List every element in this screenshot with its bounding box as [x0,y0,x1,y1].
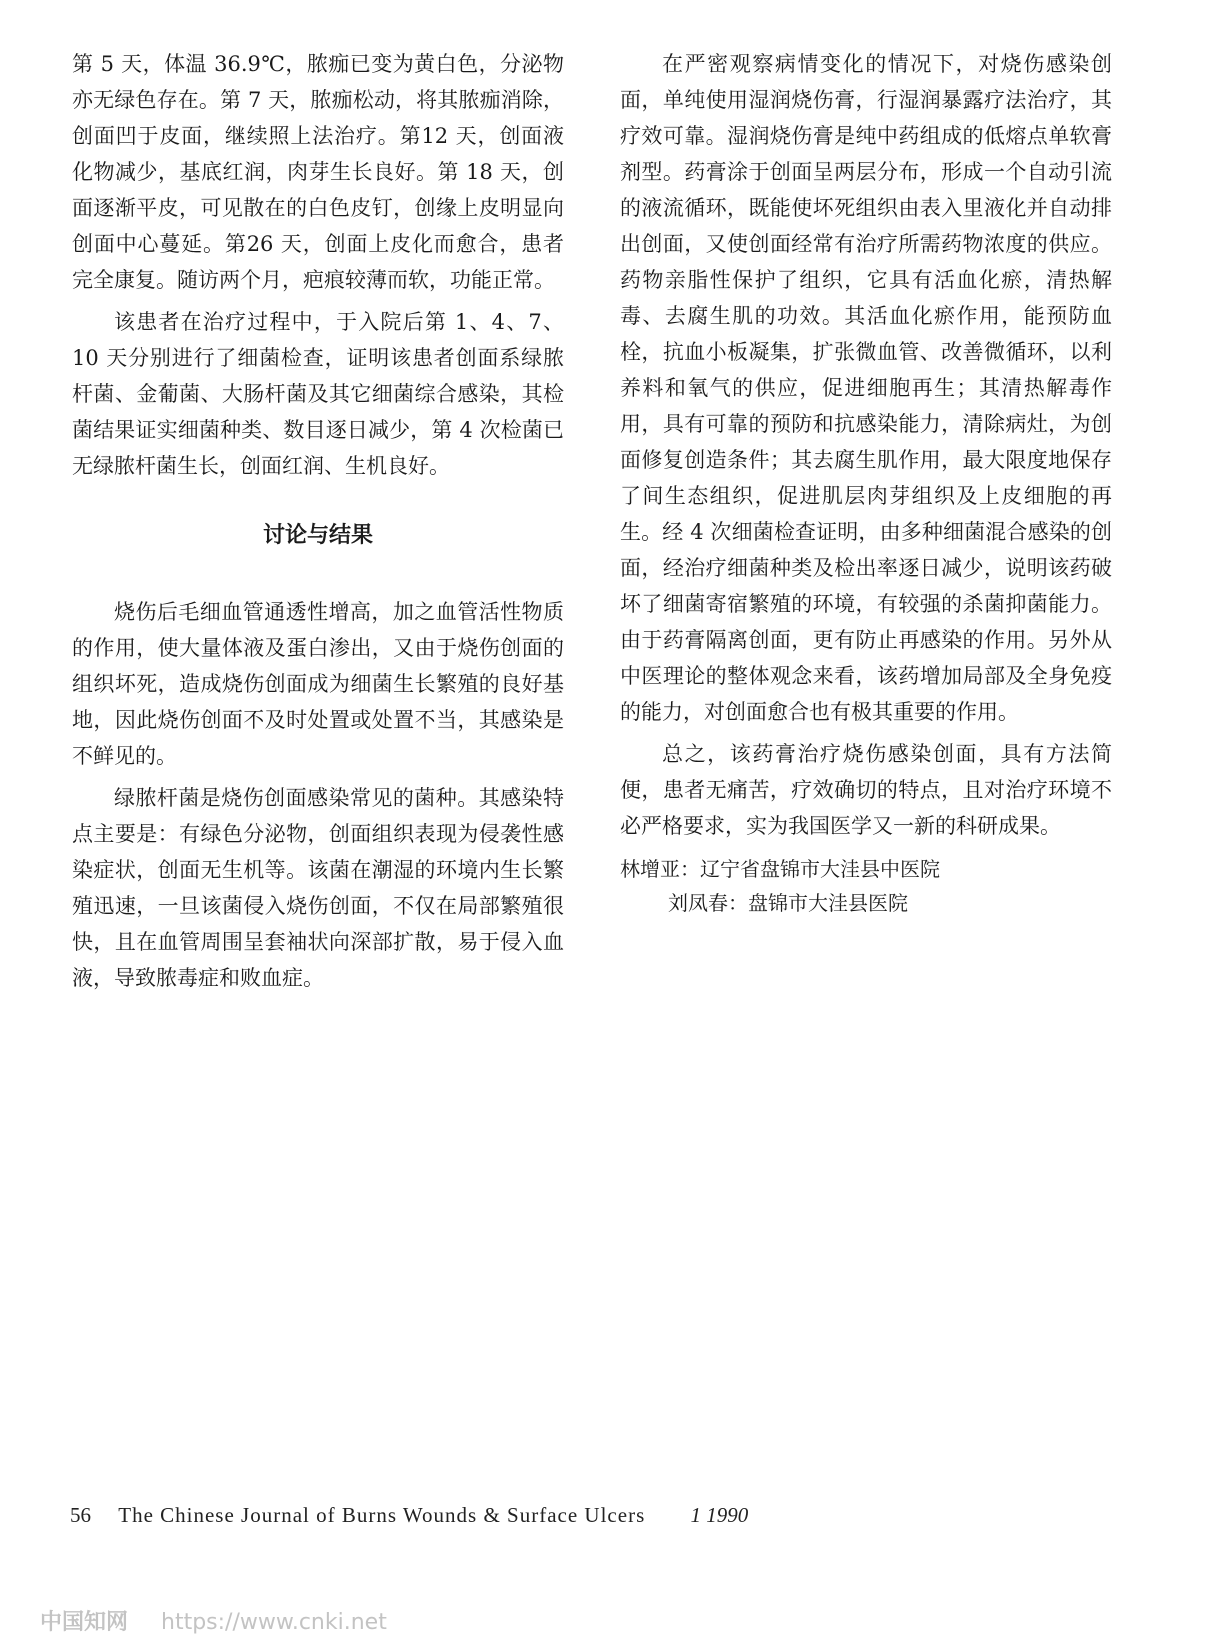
journal-issue: 1 1990 [690,1503,749,1527]
left-column [72,46,564,996]
author-affiliations [620,852,1112,920]
watermark-name: 中国知网 [40,1610,129,1635]
case-paragraph-1: 第 5 天，体温 36.9℃，脓痂已变为黄白色，分泌物亦无绿色存在。第 7 天，脓痂松动，将其脓痂消除，创面凹于皮面，继续照上法治疗。第12 天，创面液化物减少，基底红润，肉芽生长良好。第 18 天，创面逐渐平皮，可见散在的白色皮钉，创缘上皮明显向创面中心蔓延。第26 天，创面上皮化而愈合，患者完全康复。随访两个月，疤痕较薄而软，功能正常。 [72,52,564,292]
discussion-paragraph-2: 绿脓杆菌是烧伤创面感染常见的菌种。其感染特点主要是：有绿色分泌物，创面组织表现为侵袭性感染症状，创面无生机等。该菌在潮湿的环境内生长繁殖迅速，一旦该菌侵入烧伤创面，不仅在局部繁殖很快，且在血管周围呈套袖状向深部扩散，易于侵入血液，导致脓毒症和败血症。 [72,786,564,990]
affiliation-2: 刘凤春：盘锦市大洼县医院 [668,891,908,915]
watermark-url: https://www.cnki.net [161,1610,387,1635]
right-column [620,46,1112,920]
section-heading: 讨论与结果 [262,523,373,548]
journal-name: The Chinese Journal of Burns Wounds & Surface Ulcers [118,1503,646,1527]
case-paragraph-2: 该患者在治疗过程中，于入院后第 1、4、7、10 天分别进行了细菌检查，证明该患者创面系绿脓杆菌、金葡菌、大肠杆菌及其它细菌综合感染，其检菌结果证实细菌种类、数目逐日减少，第 4 次检菌已无绿脓杆菌生长，创面红润、生机良好。 [72,310,564,478]
page-number: 56 [70,1503,91,1527]
cnki-watermark [40,1605,387,1636]
affiliation-1: 林增亚：辽宁省盘锦市大洼县中医院 [620,857,940,881]
discussion-paragraph-1: 烧伤后毛细血管通透性增高，加之血管活性物质的作用，使大量体液及蛋白渗出，又由于烧伤创面的组织坏死，造成烧伤创面成为细菌生长繁殖的良好基地，因此烧伤创面不及时处置或处置不当，其感染是不鲜见的。 [72,600,564,768]
conclusion-paragraph: 总之，该药膏治疗烧伤感染创面，具有方法简便，患者无痛苦，疗效确切的特点，且对治疗环境不必严格要求，实为我国医学又一新的科研成果。 [620,742,1112,838]
discussion-paragraph-3: 在严密观察病情变化的情况下，对烧伤感染创面，单纯使用湿润烧伤膏，行湿润暴露疗法治疗，其疗效可靠。湿润烧伤膏是纯中药组成的低熔点单软膏剂型。药膏涂于创面呈两层分布，形成一个自动引流的液流循环，既能使坏死组织由表入里液化并自动排出创面，又使创面经常有治疗所需药物浓度的供应。药物亲脂性保护了组织，它具有活血化瘀，清热解毒、去腐生肌的功效。其活血化瘀作用，能预防血栓，抗血小板凝集，扩张微血管、改善微循环，以利养料和氧气的供应，促进细胞再生；其清热解毒作用，具有可靠的预防和抗感染能力，清除病灶，为创面修复创造条件；其去腐生肌作用，最大限度地保存了间生态组织，促进肌层肉芽组织及上皮细胞的再生。经 4 次细菌检查证明，由多种细菌混合感染的创面，经治疗细菌种类及检出率逐日减少，说明该药破坏了细菌寄宿繁殖的环境，有较强的杀菌抑菌能力。由于药膏隔离创面，更有防止再感染的作用。另外从中医理论的整体观念来看，该药增加局部及全身免疫的能力，对创面愈合也有极其重要的作用。 [620,52,1112,724]
page-footer [70,1503,748,1528]
